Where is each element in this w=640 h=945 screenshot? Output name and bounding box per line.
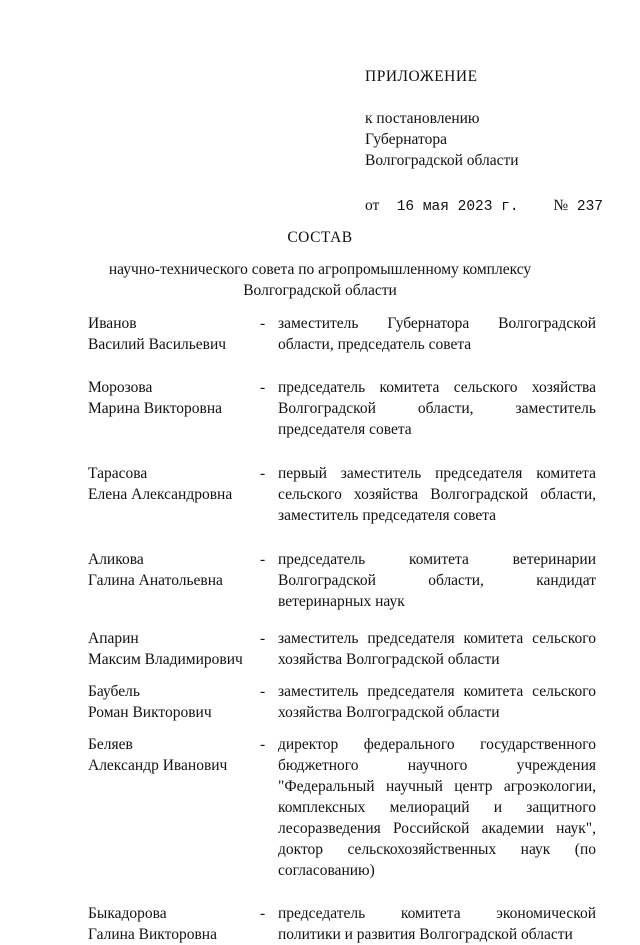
document-subtitle <box>0 259 640 301</box>
subtitle-line-2: Волгоградской области <box>243 282 397 299</box>
member-row <box>88 734 596 881</box>
member-name <box>88 628 260 670</box>
member-given-names: Василий Васильевич <box>88 336 227 353</box>
member-surname: Апарин <box>88 630 139 647</box>
member-role: заместитель Губернатора Волгоградской области, председатель совета <box>278 315 596 353</box>
member-row <box>88 903 596 945</box>
decree-date: 16 мая 2023 г. <box>396 199 519 215</box>
appendix-line-2: Губернатора <box>365 131 447 148</box>
member-role: заместитель председателя комитета сельского хозяйства Волгоградской области <box>278 630 596 668</box>
appendix-line-3: Волгоградской области <box>365 152 519 169</box>
member-name <box>88 734 260 776</box>
member-row <box>88 549 596 612</box>
member-surname: Быкадорова <box>88 905 167 922</box>
member-role: председатель комитета экономической политики и развития Волгоградской области <box>278 905 596 943</box>
member-dash: - <box>260 630 266 647</box>
member-name <box>88 377 260 419</box>
member-given-names: Максим Владимирович <box>88 651 243 668</box>
member-name <box>88 463 260 505</box>
subtitle-line-1: научно-технического совета по агропромышленному комплексу <box>108 261 532 278</box>
member-dash: - <box>260 379 266 396</box>
member-surname: Иванов <box>88 315 137 332</box>
appendix-block <box>365 66 615 218</box>
document-title: СОСТАВ <box>287 229 353 246</box>
member-role: председатель комитета сельского хозяйства Волгоградской области, заместитель председателя совета <box>278 379 596 438</box>
member-row <box>88 681 596 723</box>
member-surname: Аликова <box>88 551 144 568</box>
member-surname: Беляев <box>88 736 133 753</box>
member-row <box>88 313 596 355</box>
member-given-names: Галина Анатольевна <box>88 572 223 589</box>
number-sign: № <box>553 197 569 214</box>
date-prefix: от <box>365 197 380 214</box>
member-name <box>88 313 260 355</box>
member-name <box>88 549 260 591</box>
member-dash: - <box>260 905 266 922</box>
member-row <box>88 463 596 526</box>
member-given-names: Елена Александровна <box>88 486 233 503</box>
member-role: первый заместитель председателя комитета сельского хозяйства Волгоградской области, заместитель председателя совета <box>278 465 596 524</box>
member-dash: - <box>260 683 266 700</box>
member-dash: - <box>260 315 266 332</box>
member-role: директор федерального государственного бюджетного научного учреждения "Федеральный научный центр агроэкологии, комплексных мелиораций и защитного лесоразведения Российской академии наук", доктор сельскохозяйственных наук (по согласованию) <box>278 736 596 879</box>
members-list <box>88 313 596 945</box>
member-given-names: Галина Викторовна <box>88 926 217 943</box>
member-given-names: Александр Иванович <box>88 757 228 774</box>
member-surname: Морозова <box>88 379 153 396</box>
member-role: председатель комитета ветеринарии Волгоградской области, кандидат ветеринарных наук <box>278 551 596 610</box>
member-dash: - <box>260 551 266 568</box>
appendix-title: ПРИЛОЖЕНИЕ <box>365 68 478 85</box>
decree-number: 237 <box>576 199 603 215</box>
appendix-line-1: к постановлению <box>365 110 480 127</box>
member-role: заместитель председателя комитета сельского хозяйства Волгоградской области <box>278 683 596 721</box>
member-row <box>88 628 596 670</box>
member-row <box>88 377 596 440</box>
member-dash: - <box>260 465 266 482</box>
member-dash: - <box>260 736 266 753</box>
member-surname: Тарасова <box>88 465 148 482</box>
decree-date-line <box>365 195 615 218</box>
member-name <box>88 681 260 723</box>
member-given-names: Роман Викторович <box>88 704 212 721</box>
member-surname: Баубель <box>88 683 140 700</box>
member-given-names: Марина Викторовна <box>88 400 223 417</box>
member-name <box>88 903 260 945</box>
